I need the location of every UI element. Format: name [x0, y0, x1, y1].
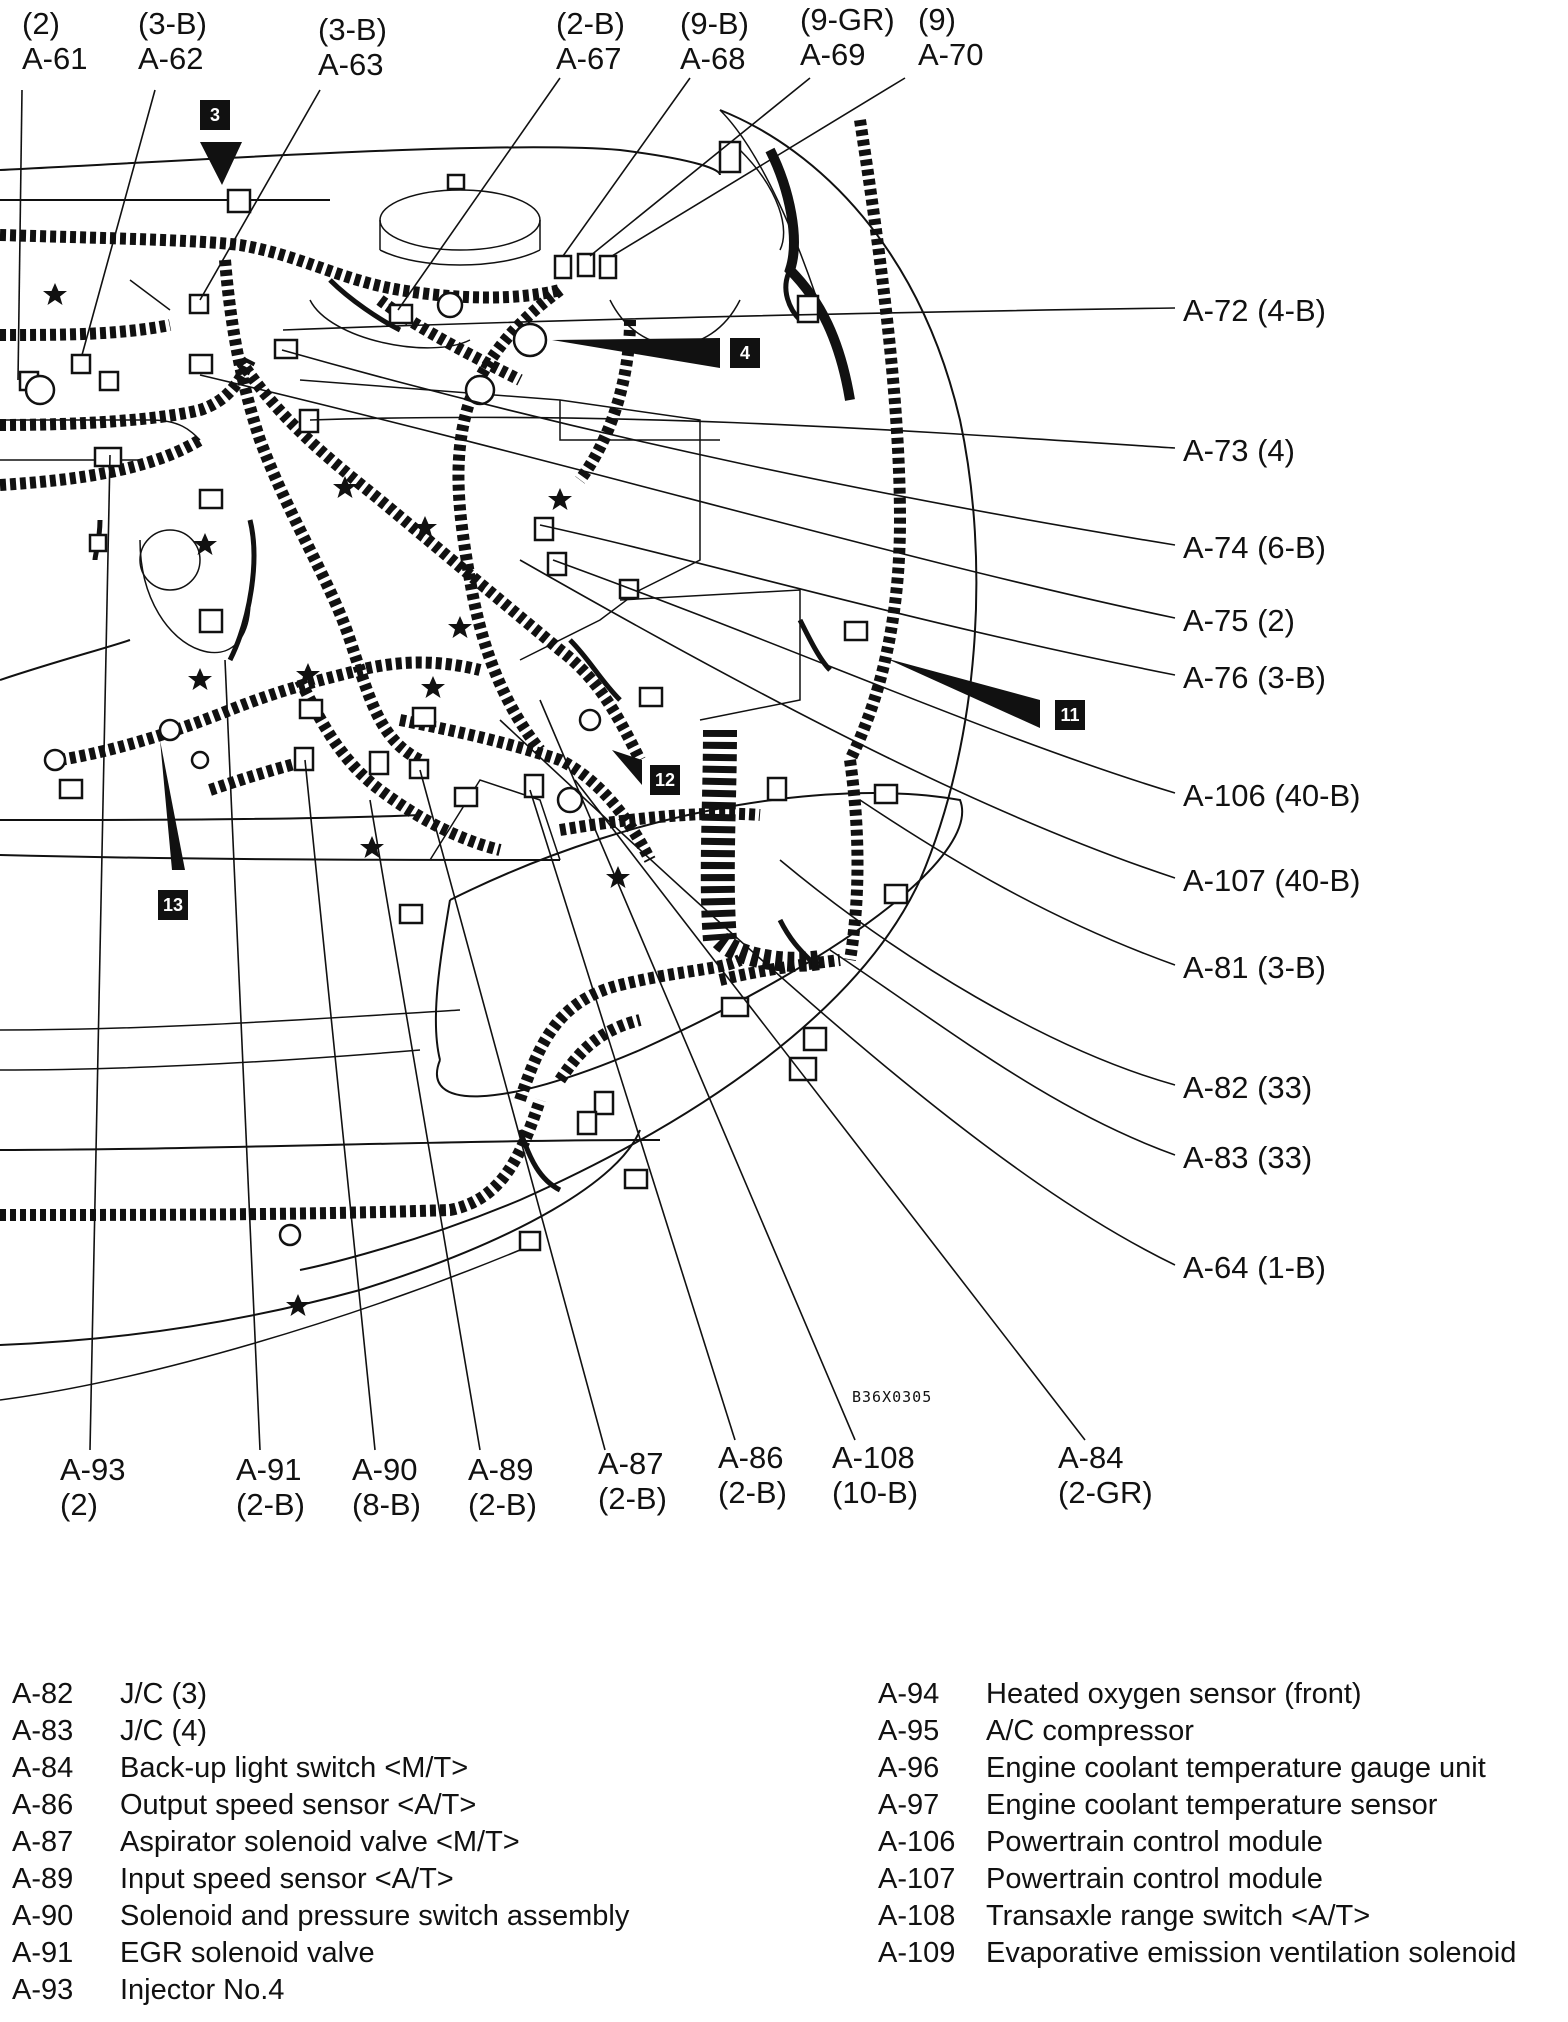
top-label-a61: (2) A-61 — [22, 6, 88, 76]
bottom-label-a91: A-91 (2-B) — [236, 1452, 305, 1522]
right-label-a107: A-107 (40-B) — [1183, 863, 1361, 898]
bottom-label-a108: A-108 (10-B) — [832, 1440, 919, 1510]
legend-row: A-106 Powertrain control module — [878, 1826, 1323, 1858]
right-label-a72: A-72 (4-B) — [1183, 293, 1326, 328]
legend-row: A-97 Engine coolant temperature sensor — [878, 1789, 1438, 1821]
top-label-a63: (3-B) A-63 — [318, 12, 387, 82]
legend-row: A-109 Evaporative emission ventilation solenoid — [878, 1937, 1517, 1969]
callout-4: 4 — [730, 338, 760, 368]
legend-left — [12, 1676, 629, 2009]
diagram-code: B36X0305 — [852, 1388, 933, 1406]
legend-row: A-93 Injector No.4 — [12, 1974, 285, 2006]
callout-pointers — [160, 142, 1040, 870]
bottom-label-a84: A-84 (2-GR) — [1058, 1440, 1153, 1510]
right-label-a76: A-76 (3-B) — [1183, 660, 1326, 695]
bottom-label-a93: A-93 (2) — [60, 1452, 126, 1522]
corrugated-trunk — [718, 730, 820, 962]
right-label-a81: A-81 (3-B) — [1183, 950, 1326, 985]
legend-row: A-95 A/C compressor — [878, 1715, 1194, 1747]
legend-row: A-91 EGR solenoid valve — [12, 1937, 375, 1969]
top-label-a62: (3-B) A-62 — [138, 6, 207, 76]
legend-row: A-94 Heated oxygen sensor (front) — [878, 1678, 1362, 1710]
legend-row: A-90 Solenoid and pressure switch assembly — [12, 1900, 630, 1932]
right-label-a75: A-75 (2) — [1183, 603, 1295, 638]
callout-12: 12 — [650, 765, 680, 795]
legend-row: A-87 Aspirator solenoid valve <M/T> — [12, 1826, 520, 1858]
leader-lines — [18, 78, 1175, 1450]
top-label-a68: (9-B) A-68 — [680, 6, 749, 76]
callout-11: 11 — [1055, 700, 1085, 730]
legend-row: A-89 Input speed sensor <A/T> — [12, 1863, 454, 1895]
legend-row: A-84 Back-up light switch <M/T> — [12, 1752, 469, 1784]
legend-row: A-107 Powertrain control module — [878, 1863, 1323, 1895]
bottom-label-a86: A-86 (2-B) — [718, 1440, 787, 1510]
legend-row: A-108 Transaxle range switch <A/T> — [878, 1900, 1371, 1932]
right-label-a74: A-74 (6-B) — [1183, 530, 1326, 565]
bottom-label-a90: A-90 (8-B) — [352, 1452, 421, 1522]
legend-row: A-86 Output speed sensor <A/T> — [12, 1789, 477, 1821]
bottom-label-a89: A-89 (2-B) — [468, 1452, 537, 1522]
legend-row: A-82 J/C (3) — [12, 1678, 207, 1710]
connectors — [20, 142, 907, 1250]
top-label-a69: (9-GR) A-69 — [800, 2, 895, 72]
right-label-a64: A-64 (1-B) — [1183, 1250, 1326, 1285]
right-label-a73: A-73 (4) — [1183, 433, 1295, 468]
right-label-a82: A-82 (33) — [1183, 1070, 1313, 1105]
legend-row: A-83 J/C (4) — [12, 1715, 207, 1747]
callout-3: 3 — [200, 100, 230, 130]
body-outlines — [0, 110, 976, 1400]
right-label-a83: A-83 (33) — [1183, 1140, 1313, 1175]
legend-row: A-96 Engine coolant temperature gauge unit — [878, 1752, 1486, 1784]
bottom-label-a87: A-87 (2-B) — [598, 1446, 667, 1516]
legend-right — [878, 1676, 1516, 1972]
top-label-a67: (2-B) A-67 — [556, 6, 625, 76]
ground-markers — [43, 283, 630, 1316]
right-label-a106: A-106 (40-B) — [1183, 778, 1361, 813]
callout-13: 13 — [158, 890, 188, 920]
top-label-a70: (9) A-70 — [918, 2, 984, 72]
